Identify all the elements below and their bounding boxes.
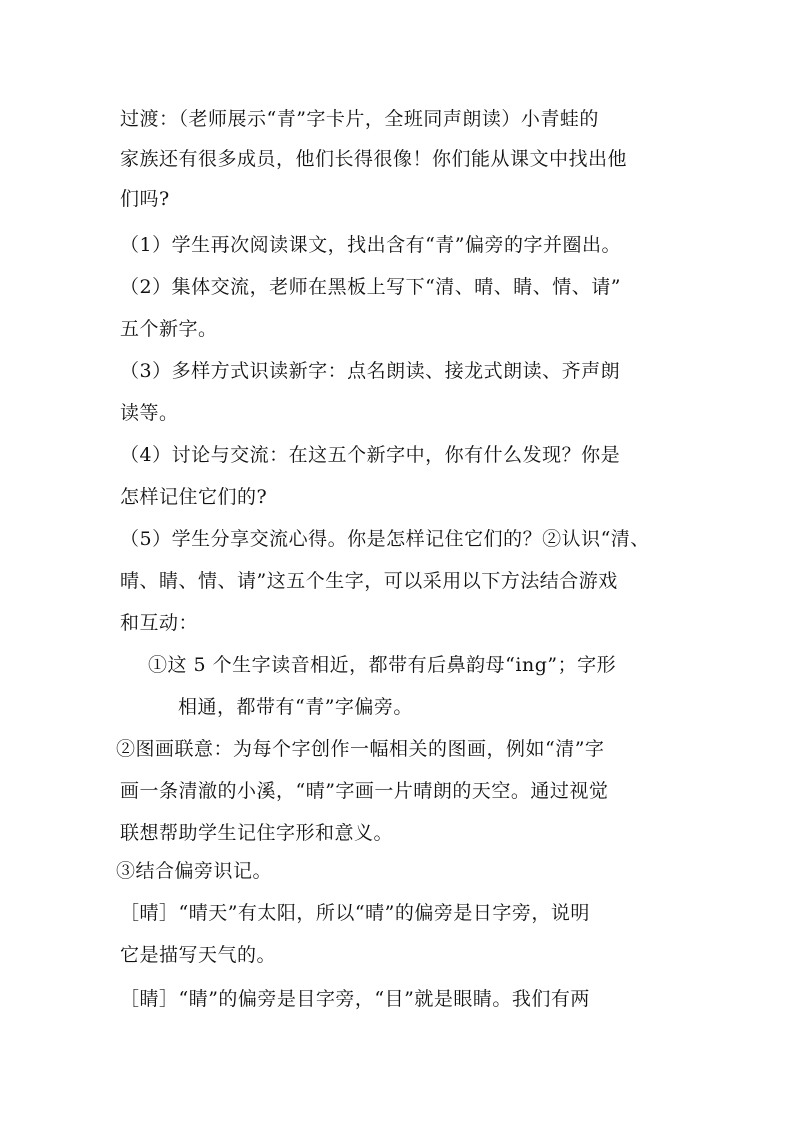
paragraph-transition-line-1: 过渡：（老师展示“青”字卡片，全班同声朗读）小青蛙的 bbox=[120, 108, 599, 130]
step-2-line-1: （2）集体交流，老师在黑板上写下“清、晴、睛、情、请” bbox=[120, 276, 622, 298]
method-1-line-2: 相通，都带有“青”字偏旁。 bbox=[178, 696, 413, 718]
step-3-line-1: （3）多样方式识读新字：点名朗读、接龙式朗读、齐声朗 bbox=[120, 360, 621, 382]
step-5-line-2: 晴、睛、情、请”这五个生字，可以采用以下方法结合游戏 bbox=[120, 570, 618, 592]
method-2-line-2: 画一条清澈的小溪，“晴”字画一片晴朗的天空。通过视觉 bbox=[120, 780, 609, 802]
step-5-line-1: （5）学生分享交流心得。你是怎样记住它们的？②认识“清、 bbox=[120, 528, 650, 550]
paragraph-transition-line-3: 们吗? bbox=[120, 188, 170, 210]
step-4-line-1: （4）讨论与交流：在这五个新字中，你有什么发现？你是 bbox=[120, 444, 621, 466]
method-2-line-3: 联想帮助学生记住字形和意义。 bbox=[120, 822, 394, 844]
step-4-line-2: 怎样记住它们的? bbox=[120, 486, 268, 508]
method-2-line-1: ②图画联意：为每个字创作一幅相关的图画，例如“清”字 bbox=[116, 738, 605, 760]
paragraph-transition-line-2: 家族还有很多成员，他们长得很像！你们能从课文中找出他 bbox=[120, 148, 628, 170]
step-2-line-2: 五个新字。 bbox=[120, 318, 218, 340]
radical-eye-line-1: ［睛］“睛”的偏旁是目字旁，“目”就是眼睛。我们有两 bbox=[120, 988, 590, 1010]
step-5-line-3: 和互动： bbox=[120, 612, 199, 634]
radical-sun-line-1: ［晴］“晴天”有太阳，所以“晴”的偏旁是日字旁，说明 bbox=[120, 902, 590, 924]
method-1-line-1: ①这 5 个生字读音相近，都带有后鼻韵母“ing”；字形 bbox=[148, 654, 617, 676]
step-3-line-2: 读等。 bbox=[120, 402, 179, 424]
radical-sun-line-2: 它是描写天气的。 bbox=[120, 944, 277, 966]
step-1-line: （1）学生再次阅读课文，找出含有“青”偏旁的字并圈出。 bbox=[120, 234, 622, 256]
method-3-line: ③结合偏旁识记。 bbox=[116, 860, 273, 882]
